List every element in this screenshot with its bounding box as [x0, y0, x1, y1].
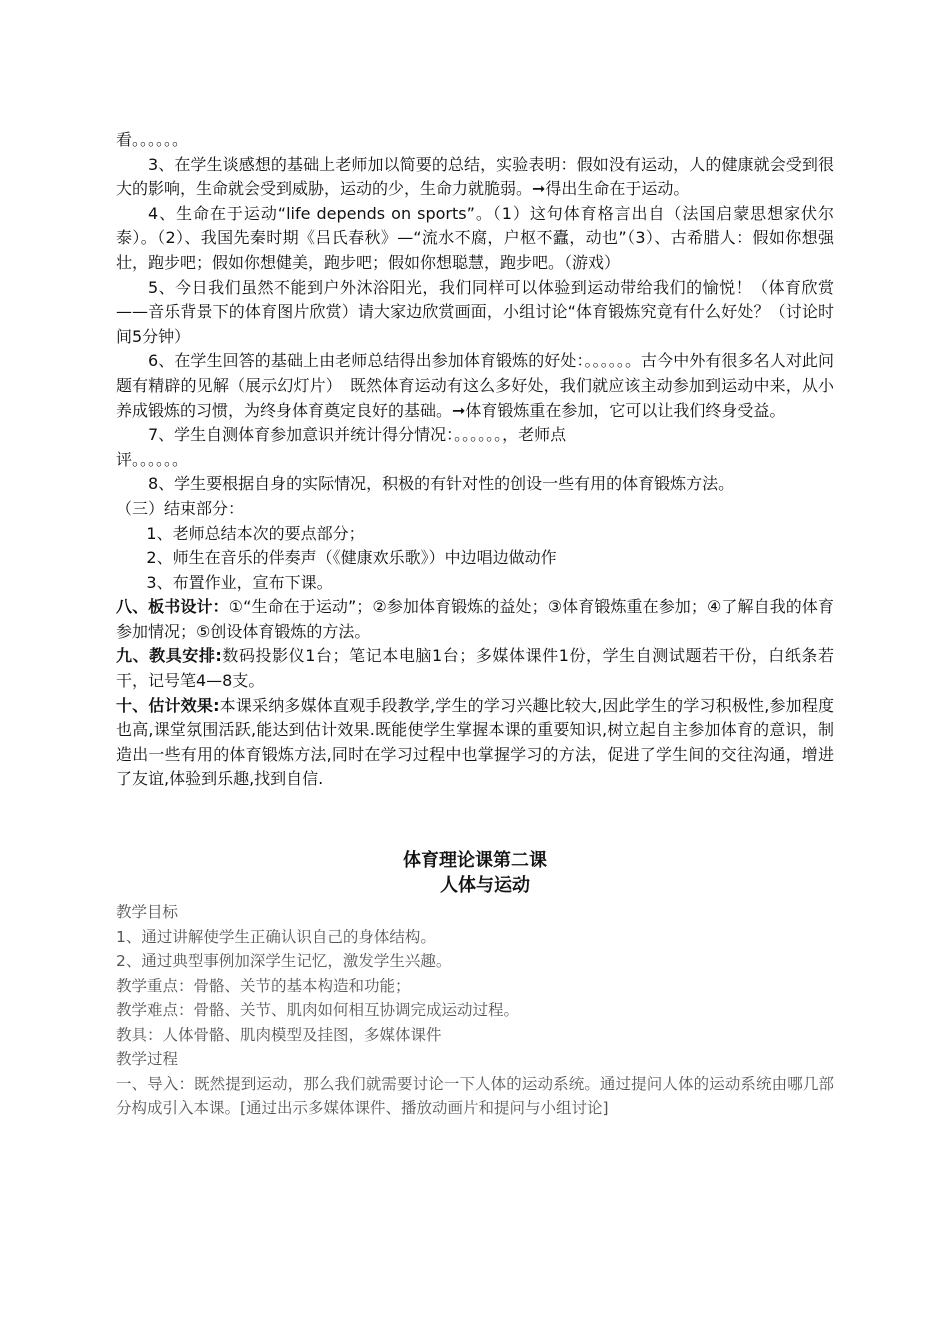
- section-expected-effect-label: 十、估计效果:: [116, 695, 220, 715]
- section-teaching-aids-text: 数码投影仪1台；笔记本电脑1台；多媒体课件1份，学生自测试题若干份，白纸条若干，记号笔4—8支。: [116, 646, 834, 691]
- lesson-title: 体育理论课第二课: [403, 850, 547, 872]
- paragraph-step-7-end: 评。。。。。。: [116, 449, 189, 469]
- teaching-process-label: 教学过程: [116, 1050, 179, 1069]
- section-teaching-aids-label: 九、教具安排:: [116, 646, 222, 666]
- teaching-key-points: 教学重点：骨骼、关节的基本构造和功能；: [116, 976, 411, 995]
- teaching-goal-1: 1、通过讲解使学生正确认识自己的身体结构。: [116, 927, 436, 946]
- section-spacer: [116, 792, 834, 848]
- teaching-goals-label: 教学目标: [116, 903, 179, 922]
- ending-heading: （三）结束部分：: [116, 498, 245, 518]
- teaching-tools: 教具：人体骨骼、肌肉模型及挂图，多媒体课件: [116, 1025, 442, 1044]
- lesson-plan-section: [116, 128, 834, 792]
- teaching-intro: 一、导入：既然提到运动，那么我们就需要讨论一下人体的运动系统。通过提问人体的运动系统由哪几部分构成引入本课。[通过出示多媒体课件、播放动画片和提问与小组讨论]: [116, 1074, 834, 1118]
- section-teaching-aids: [116, 644, 834, 693]
- document-page: [116, 128, 834, 1121]
- teaching-goal-2: 2、通过典型事例加深学生记忆，激发学生兴趣。: [116, 952, 452, 971]
- paragraph-step-5: 5、今日我们虽然不能到户外沐浴阳光，我们同样可以体验到运动带给我们的愉悦！（体育欣赏——音乐背景下的体育图片欣赏）请大家边欣赏画面，小组讨论“体育锻炼究竟有什么好处？（讨论时间5分钟）: [116, 277, 834, 346]
- paragraph-continuation: 看。。。。。。: [116, 130, 189, 149]
- teaching-difficulty: 教学难点：骨骼、关节、肌肉如何相互协调完成运动过程。: [116, 1001, 520, 1020]
- ending-item-1: 1、老师总结本次的要点部分；: [146, 523, 365, 543]
- section-board-design-label: 八、板书设计：: [116, 597, 229, 617]
- ending-item-3: 3、布置作业，宣布下课。: [146, 572, 333, 592]
- section-board-design-text: ①“生命在于运动”；②参加体育锻炼的益处；③体育锻炼重在参加；④了解自我的体育参加情况；⑤创设体育锻炼的方法。: [116, 597, 834, 641]
- paragraph-step-8: 8、学生要根据自身的实际情况，积极的有针对性的创设一些有用的体育锻炼方法。: [148, 474, 735, 494]
- paragraph-step-7: 7、学生自测体育参加意识并统计得分情况：。。。。。。，老师点: [148, 425, 567, 445]
- paragraph-step-3: 3、在学生谈感想的基础上老师加以简要的总结，实验表明：假如没有运动，人的健康就会受到很大的影响，生命就会受到威胁，运动的少，生命力就脆弱。➞得出生命在于运动。: [116, 154, 834, 199]
- lesson-subtitle: 人体与运动: [440, 875, 530, 897]
- lesson-two-section: [116, 900, 834, 1121]
- paragraph-step-4: 4、生命在于运动“life depends on sports”。（1）这句体育格言出自（法国启蒙思想家伏尔泰）。（2）、我国先秦时期《吕氏春秋》—“流水不腐，户枢不蠹，动也”（3）、古希腊人：假如你想强壮，跑步吧；假如你想健美，跑步吧；假如你想聪慧，跑步吧。（游戏）: [116, 203, 834, 272]
- section-expected-effect: [116, 694, 834, 792]
- ending-item-2: 2、师生在音乐的伴奏声（《健康欢乐歌》）中边唱边做动作: [146, 548, 557, 568]
- paragraph-step-6: 6、在学生回答的基础上由老师总结得出参加体育锻炼的好处：。。。。。。古今中外有很多名人对此问题有精辟的见解（展示幻灯片） 既然体育运动有这么多好处，我们就应该主动参加到运动中来，从小养成锻炼的习惯，为终身体育奠定良好的基础。➞体育锻炼重在参加，它可以让我们终身受益。: [116, 351, 834, 420]
- section-expected-effect-text: 本课采纳多媒体直观手段教学,学生的学习兴趣比较大,因此学生的学习积极性,参加程度也高,课堂氛围活跃,能达到估计效果.既能使学生掌握本课的重要知识,树立起自主参加体育的意识，制造出一些有用的体育锻炼方法,同时在学习过程中也掌握学习的方法，促进了学生间的交往沟通，增进了友谊,体验到乐趣,找到自信.: [116, 695, 835, 789]
- section-board-design: [116, 595, 834, 644]
